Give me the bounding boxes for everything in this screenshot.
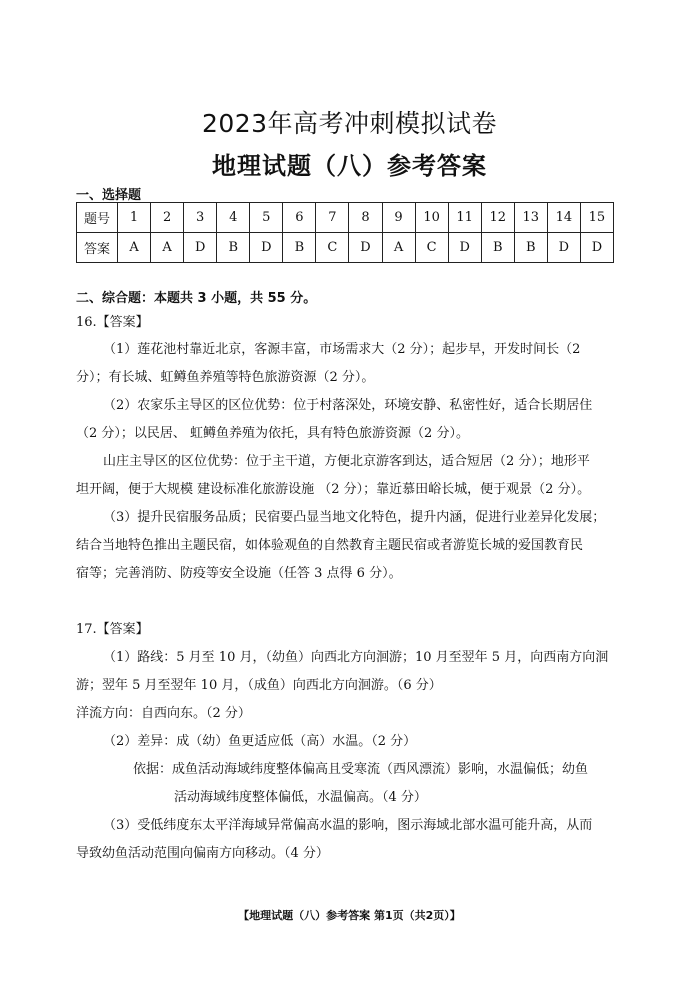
question-number-row — [77, 203, 614, 233]
answer-key-title: 地理试题（八）参考答案 — [212, 152, 487, 180]
question-number: 1 — [118, 203, 151, 233]
answer-cell: B — [514, 233, 547, 263]
question-number: 8 — [349, 203, 382, 233]
q16-text-line: 宿等；完善消防、防疫等安全设施（任答 3 点得 6 分）。 — [76, 566, 402, 581]
q17-text-line: 导致幼鱼活动范围向偏南方向移动。（4 分） — [76, 846, 329, 861]
answer-table — [76, 202, 614, 263]
answer-cell: B — [217, 233, 250, 263]
question-number: 4 — [217, 203, 250, 233]
answer-cell: C — [415, 233, 448, 263]
question-number: 11 — [448, 203, 481, 233]
question-number: 9 — [382, 203, 415, 233]
answer-cell: D — [349, 233, 382, 263]
answer-cell: C — [316, 233, 349, 263]
section-heading-choice: 一、选择题 — [76, 188, 142, 203]
answer-cell: A — [151, 233, 184, 263]
q17-text-line: 游；翌年 5 月至翌年 10 月，（成鱼）向西北方向洄游。（6 分） — [76, 678, 442, 693]
q16-text-line: （3）提升民宿服务品质；民宿要凸显当地文化特色，提升内涵，促进行业差异化发展； — [103, 510, 606, 525]
answer-cell: A — [382, 233, 415, 263]
question-number: 13 — [514, 203, 547, 233]
question-number: 14 — [547, 203, 580, 233]
answer-cell: D — [547, 233, 580, 263]
q17-text-line: 活动海域纬度整体偏低，水温偏高。（4 分） — [174, 790, 427, 805]
q16-text-line: （2）农家乐主导区的区位优势：位于村落深处，环境安静、私密性好，适合长期居住 — [103, 398, 593, 413]
q16-text-line: 山庄主导区的区位优势：位于主干道，方便北京游客到达，适合短居（2 分）；地形平 — [103, 454, 590, 469]
q17-text-line: 洋流方向：自西向东。（2 分） — [76, 706, 251, 721]
q17-text-line: （2）差异：成（幼）鱼更适应低（高）水温。（2 分） — [103, 734, 417, 749]
question-number: 3 — [184, 203, 217, 233]
answer-cell: B — [283, 233, 316, 263]
q17-label: 17.【答案】 — [76, 622, 149, 637]
q17-text-line: 依据：成鱼活动海域纬度整体偏高且受寒流（西风漂流）影响，水温偏低；幼鱼 — [133, 762, 589, 777]
question-number: 15 — [580, 203, 613, 233]
question-number: 2 — [151, 203, 184, 233]
answer-cell: D — [250, 233, 283, 263]
question-number: 6 — [283, 203, 316, 233]
answer-cell: D — [448, 233, 481, 263]
q16-text-line: （2 分）；以民居、 虹鳟鱼养殖为依托，具有特色旅游资源（2 分）。 — [76, 426, 469, 441]
row-label-answer: 答案 — [77, 233, 118, 263]
q16-text-line: （1）莲花池村靠近北京，客源丰富，市场需求大（2 分）；起步早，开发时间长（2 — [103, 342, 581, 357]
answer-cell: A — [118, 233, 151, 263]
q16-text-line: 分）；有长城、虹鳟鱼养殖等特色旅游资源（2 分）。 — [76, 370, 375, 385]
exam-title: 2023年高考冲刺模拟试卷 — [201, 109, 498, 138]
answer-cell: D — [580, 233, 613, 263]
page-footer: 【地理试题（八）参考答案 第1页（共2页）】 — [238, 909, 461, 922]
q16-label: 16.【答案】 — [76, 315, 149, 330]
question-number: 10 — [415, 203, 448, 233]
q16-text-line: 结合当地特色推出主题民宿，如体验观鱼的自然教育主题民宿或者游览长城的爱国教育民 — [76, 538, 584, 553]
answer-row — [77, 233, 614, 263]
question-number: 7 — [316, 203, 349, 233]
answer-cell: D — [184, 233, 217, 263]
answer-cell: B — [481, 233, 514, 263]
q17-text-line: （1）路线：5 月至 10 月，（幼鱼）向西北方向洄游；10 月至翌年 5 月，向西南方向洄 — [103, 650, 609, 665]
section-heading-comprehensive: 二、综合题：本题共 3 小题，共 55 分。 — [76, 291, 317, 306]
row-label-number: 题号 — [77, 203, 118, 233]
question-number: 5 — [250, 203, 283, 233]
q16-text-line: 坦开阔，便于大规模 建设标准化旅游设施 （2 分）；靠近慕田峪长城，便于观景（2 分）。 — [76, 482, 591, 497]
q17-text-line: （3）受低纬度东太平洋海域异常偏高水温的影响，图示海域北部水温可能升高，从而 — [103, 818, 593, 833]
question-number: 12 — [481, 203, 514, 233]
